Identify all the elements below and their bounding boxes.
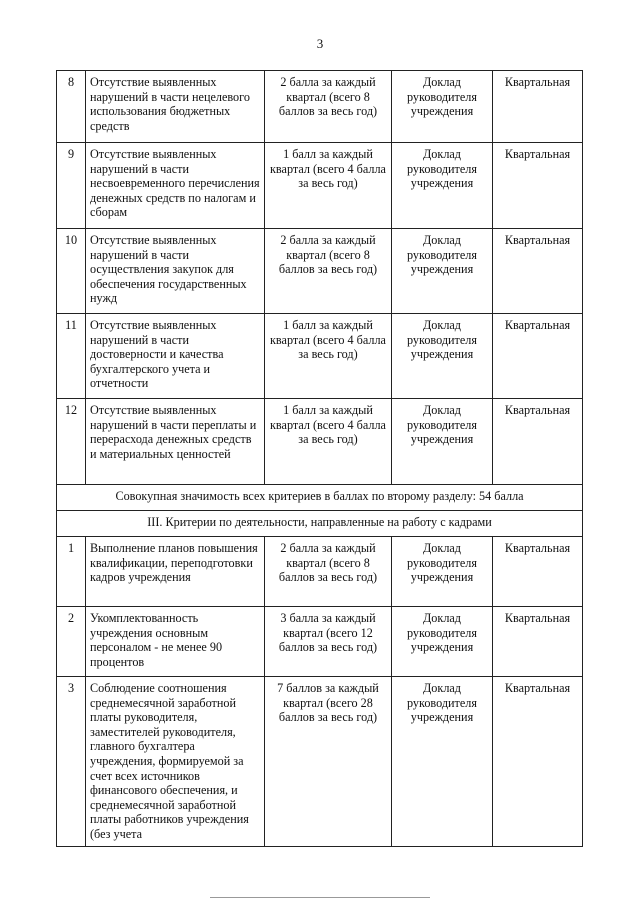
criterion-name: Отсутствие выявленных нарушений в части достоверности и качества бухгалтерского учета и отчетности (86, 314, 265, 399)
criterion-score: 1 балл за каждый квартал (всего 4 балла за весь год) (265, 314, 392, 399)
criterion-frequency: Квартальная (493, 399, 583, 485)
table-row (57, 71, 583, 143)
criterion-frequency: Квартальная (493, 677, 583, 847)
criterion-source: Доклад руководителя учреждения (392, 143, 493, 229)
row-number: 1 (57, 537, 86, 607)
row-number: 12 (57, 399, 86, 485)
criterion-name: Отсутствие выявленных нарушений в части переплаты и перерасхода денежных средств и материальных ценностей (86, 399, 265, 485)
criterion-source: Доклад руководителя учреждения (392, 229, 493, 314)
table-row (57, 677, 583, 847)
criterion-frequency: Квартальная (493, 71, 583, 143)
criterion-name: Соблюдение соотношения среднемесячной заработной платы руководителя, заместителей руководителя, главного бухгалтера учреждения, формируемой за счет всех источников финансового обеспечения, и среднемесячной заработной платы работников учреждения (без учета (86, 677, 265, 847)
table-row (57, 399, 583, 485)
criterion-source: Доклад руководителя учреждения (392, 677, 493, 847)
table-row (57, 314, 583, 399)
criterion-name: Укомплектованность учреждения основным персоналом - не менее 90 процентов (86, 607, 265, 677)
section-heading-row (57, 511, 583, 537)
row-number: 10 (57, 229, 86, 314)
criterion-source: Доклад руководителя учреждения (392, 399, 493, 485)
table-row (57, 607, 583, 677)
criterion-name: Выполнение планов повышения квалификации, переподготовки кадров учреждения (86, 537, 265, 607)
criterion-frequency: Квартальная (493, 314, 583, 399)
row-number: 9 (57, 143, 86, 229)
criteria-table (56, 70, 583, 847)
row-number: 8 (57, 71, 86, 143)
criterion-name: Отсутствие выявленных нарушений в части несвоевременного перечисления денежных средств по налогам и сборам (86, 143, 265, 229)
table-row (57, 537, 583, 607)
criterion-score: 1 балл за каждый квартал (всего 4 балла за весь год) (265, 399, 392, 485)
criterion-source: Доклад руководителя учреждения (392, 314, 493, 399)
criterion-source: Доклад руководителя учреждения (392, 607, 493, 677)
criterion-name: Отсутствие выявленных нарушений в части нецелевого использования бюджетных средств (86, 71, 265, 143)
section-total-row (57, 485, 583, 511)
criterion-frequency: Квартальная (493, 143, 583, 229)
criterion-score: 2 балла за каждый квартал (всего 8 баллов за весь год) (265, 71, 392, 143)
criterion-frequency: Квартальная (493, 229, 583, 314)
criterion-score: 1 балл за каждый квартал (всего 4 балла за весь год) (265, 143, 392, 229)
criterion-source: Доклад руководителя учреждения (392, 537, 493, 607)
row-number: 11 (57, 314, 86, 399)
page-edge-line (210, 897, 430, 898)
criterion-name: Отсутствие выявленных нарушений в части осуществления закупок для обеспечения государственных нужд (86, 229, 265, 314)
criterion-score: 2 балла за каждый квартал (всего 8 баллов за весь год) (265, 537, 392, 607)
row-number: 3 (57, 677, 86, 847)
criterion-score: 2 балла за каждый квартал (всего 8 баллов за весь год) (265, 229, 392, 314)
table-row (57, 143, 583, 229)
criterion-frequency: Квартальная (493, 607, 583, 677)
table-row (57, 229, 583, 314)
page-number: 3 (316, 36, 324, 51)
row-number: 2 (57, 607, 86, 677)
criterion-score: 7 баллов за каждый квартал (всего 28 баллов за весь год) (265, 677, 392, 847)
criterion-source: Доклад руководителя учреждения (392, 71, 493, 143)
criterion-score: 3 балла за каждый квартал (всего 12 баллов за весь год) (265, 607, 392, 677)
criterion-frequency: Квартальная (493, 537, 583, 607)
section-total: Совокупная значимость всех критериев в баллах по второму разделу: 54 балла (57, 485, 583, 511)
section-title: III. Критерии по деятельности, направленные на работу с кадрами (57, 511, 583, 537)
